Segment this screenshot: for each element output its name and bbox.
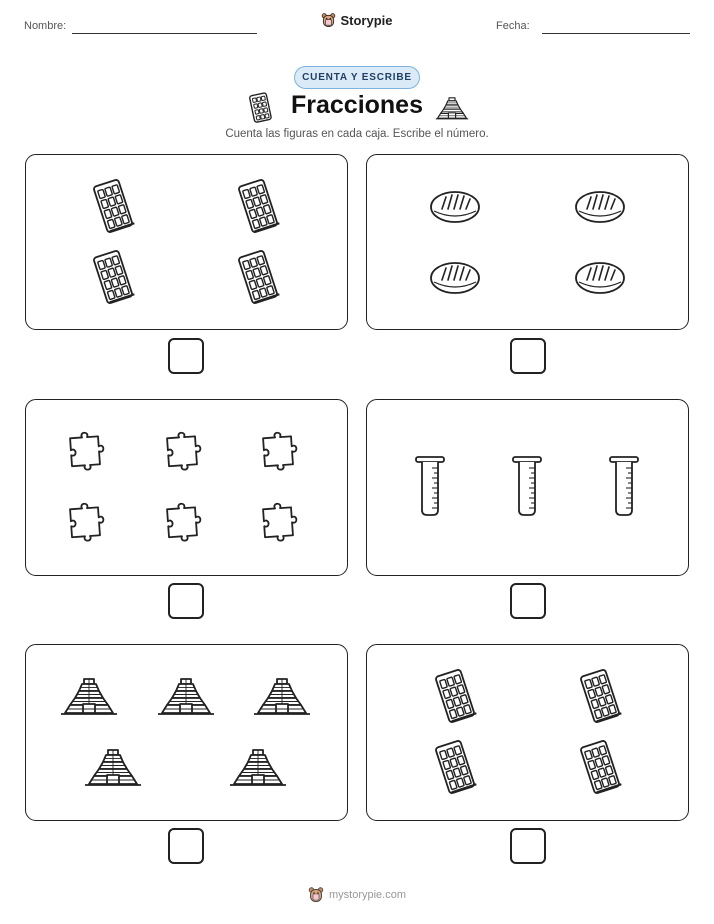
pyramid-icon	[156, 675, 216, 722]
bear-mascot-icon	[308, 886, 324, 904]
bread-loaf-icon	[573, 187, 627, 230]
puzzle-piece-icon	[65, 427, 113, 480]
pyramid-icon	[228, 746, 288, 793]
answer-box-6[interactable]	[510, 828, 546, 864]
chocolate-bar-icon	[430, 739, 480, 800]
chocolate-bar-icon	[88, 178, 138, 239]
chocolate-bar-icon	[430, 668, 480, 729]
test-tube-icon	[607, 455, 641, 524]
test-tube-icon	[510, 455, 544, 524]
footer-url: mystorypie.com	[328, 889, 407, 901]
name-label: Nombre:	[24, 20, 67, 32]
count-box-1	[25, 154, 348, 330]
brand-logo	[0, 12, 714, 29]
pyramid-icon	[252, 675, 312, 722]
answer-box-3[interactable]	[168, 583, 204, 619]
date-field[interactable]	[542, 33, 690, 34]
footer	[0, 886, 714, 904]
bread-loaf-icon	[428, 258, 482, 301]
answer-box-1[interactable]	[168, 338, 204, 374]
count-box-2	[366, 154, 689, 330]
instructions: Cuenta las figuras en cada caja. Escribe el número.	[225, 128, 489, 140]
chocolate-bar-icon	[233, 249, 283, 310]
answer-box-4[interactable]	[510, 583, 546, 619]
bread-loaf-icon	[573, 258, 627, 301]
bread-loaf-icon	[428, 187, 482, 230]
puzzle-piece-icon	[258, 498, 306, 551]
test-tube-icon	[413, 455, 447, 524]
chocolate-bar-icon	[575, 668, 625, 729]
name-field[interactable]	[72, 33, 257, 34]
date-label: Fecha:	[496, 20, 530, 32]
activity-badge: CUENTA Y ESCRIBE	[294, 66, 420, 89]
answer-box-2[interactable]	[510, 338, 546, 374]
pyramid-icon	[59, 675, 119, 722]
count-box-5	[25, 644, 348, 821]
chocolate-bar-icon	[233, 178, 283, 239]
puzzle-piece-icon	[65, 498, 113, 551]
puzzle-piece-icon	[162, 427, 210, 480]
chocolate-bar-icon	[575, 739, 625, 800]
pyramid-icon	[434, 95, 470, 121]
brand-name: Storypie	[340, 13, 393, 28]
page-title: Fracciones	[290, 91, 423, 119]
bear-mascot-icon	[321, 12, 336, 29]
answer-box-5[interactable]	[168, 828, 204, 864]
count-box-6	[366, 644, 689, 821]
pyramid-icon	[83, 746, 143, 793]
chocolate-bar-icon	[88, 249, 138, 310]
puzzle-piece-icon	[162, 498, 210, 551]
puzzle-piece-icon	[258, 427, 306, 480]
